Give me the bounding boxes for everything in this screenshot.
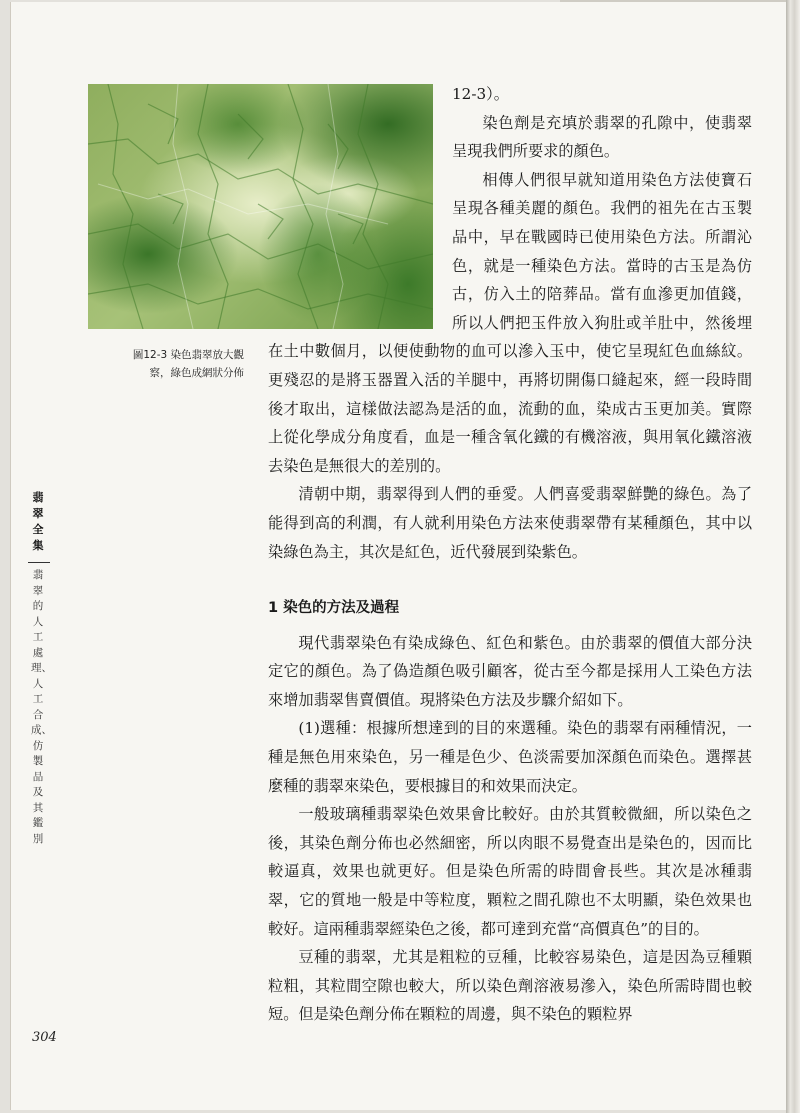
paragraph-2-line: 後才取出，這樣做法認為是活的血，流動的血，染成古玉更加美。實際 — [268, 399, 752, 418]
paragraph-2-line: 所以人們把玉件放入狗肚或羊肚中，然後埋 — [452, 313, 752, 332]
paragraph-2-line: 色，就是一種染色方法。當時的古玉是為仿 — [452, 256, 752, 275]
paragraph-2-line: 上從化學成分角度看，血是一種含氧化鐵的有機溶液，與用氧化鐵溶液 — [268, 428, 752, 447]
paragraph-2-line: 更殘忍的是將玉器置入活的羊腿中，再將切開傷口縫起來，經一段時間 — [268, 370, 752, 389]
paragraph-5: (1)選種：根據所想達到的目的來選種。染色的翡翠有兩種情況，一種是無色用來染色，另一種是色少、色淡需要加深顏色而染色。選擇甚麼種的翡翠來染色，要根據目的和效果而決定。 — [268, 719, 752, 795]
figure-caption-line2: 察，綠色成網狀分佈 — [149, 367, 244, 379]
paragraph-2-line: 呈現各種美麗的顏色。我們的祖先在古玉製 — [452, 199, 752, 218]
paragraph-4: 現代翡翠染色有染成綠色、紅色和紫色。由於翡翠的價值大部分決定它的顏色。為了偽造顏色吸引顧客，從古至今都是採用人工染色方法來增加翡翠售賣價值。現將染色方法及步驟介紹如下。 — [268, 633, 752, 709]
running-head-divider — [28, 562, 50, 563]
paragraph-3: 清朝中期，翡翠得到人們的垂愛。人們喜愛翡翠鮮艷的綠色。為了能得到高的利潤，有人就利用染色方法來使翡翠帶有某種顏色，其中以染綠色為主，其次是紅色，近代發展到染紫色。 — [268, 485, 752, 561]
section-heading: 1 染色的方法及過程 — [268, 600, 400, 617]
running-chapter-title: 翡翠的人工處理、人工合成、仿製品及其鑑別 — [31, 569, 52, 845]
paragraph-2-line: 去染色是無很大的差別的。 — [268, 456, 451, 475]
paragraph-2-line: 相傳人們很早就知道用染色方法使寶石 — [482, 170, 752, 189]
paragraph-2 — [268, 166, 752, 481]
body-text — [268, 80, 752, 1029]
figure-caption-line1: 圖12-3 染色翡翠放大觀 — [132, 349, 244, 361]
paragraph-0: 12-3）。 — [452, 85, 509, 103]
page-number: 304 — [32, 1030, 57, 1045]
paragraph-2-line: 品中，早在戰國時已使用染色方法。所謂沁 — [452, 227, 752, 246]
paragraph-1: 染色劑是充填於翡翠的孔隙中，使翡翠呈現我們所要求的顏色。 — [452, 113, 752, 161]
paragraph-2-text — [268, 166, 752, 481]
running-book-title: 翡翠全集 — [32, 491, 44, 552]
figure-caption — [108, 346, 244, 382]
paragraph-6: 一般玻璃種翡翠染色效果會比較好。由於其質較微細，所以染色之後，其染色劑分佈也必然細密，所以肉眼不易覺查出是染色的，因而比較逼真，效果也就更好。但是染色所需的時間會長些。其次是冰種翡翠，它的質地一般是中等粒度，顆粒之間孔隙也不太明顯，染色效果也較好。這兩種翡翠經染色之後，都可達到充當“高價真色”的目的。 — [268, 805, 752, 938]
paragraph-7: 豆種的翡翠，尤其是粗粒的豆種，比較容易染色，這是因為豆種顆粒粗，其粒間空隙也較大，所以染色劑溶液易滲入，染色所需時間也較短。但是染色劑分佈在顆粒的周邊，與不染色的顆粒界 — [268, 948, 752, 1024]
paragraph-2-line: 在土中數個月，以便使動物的血可以滲入玉中，使它呈現紅色血絲紋。 — [268, 342, 752, 361]
book-edge-right — [786, 0, 800, 1113]
paragraph-2-line: 古，仿入土的陪葬品。當有血滲更加值錢， — [452, 285, 752, 304]
